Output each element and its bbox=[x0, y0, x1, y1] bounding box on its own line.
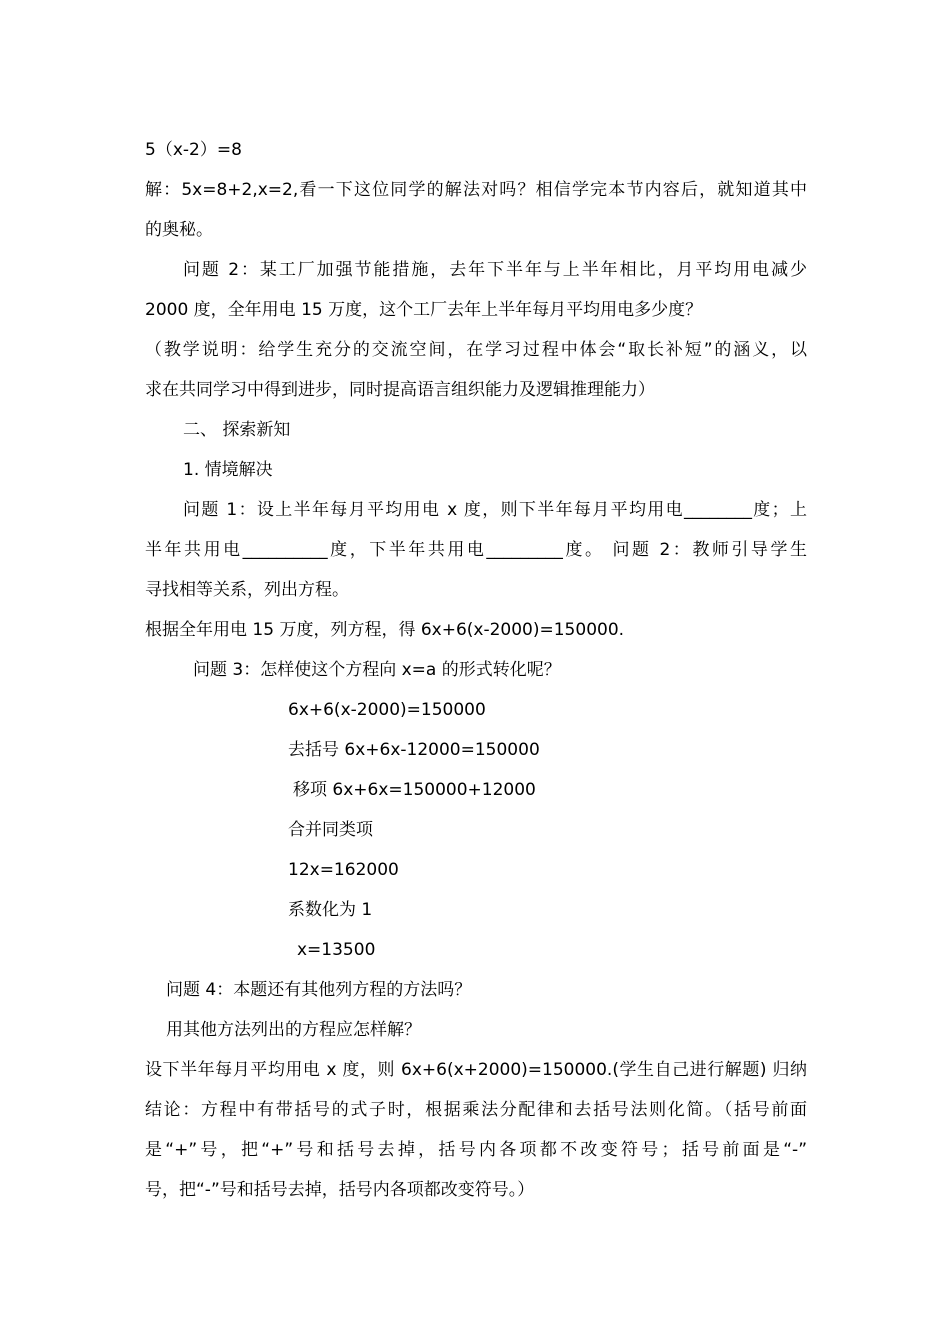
question-1-line: 问题 1：设上半年每月平均用电 x 度，则下半年每月平均用电________度；上 bbox=[183, 500, 807, 520]
teaching-note-line: （教学说明：给学生充分的交流空间，在学习过程中体会“取长补短”的涵义，以 bbox=[145, 340, 807, 360]
paragraph-line: 寻找相等关系，列出方程。 bbox=[145, 580, 349, 600]
paragraph-line: 的奥秘。 bbox=[145, 220, 213, 240]
equation-line: 5（x-2）=8 bbox=[145, 140, 242, 160]
paragraph-line: 设下半年每月平均用电 x 度，则 6x+6(x+2000)=150000.(学生自己进行解题) 归纳 bbox=[145, 1060, 807, 1080]
subsection-heading: 1. 情境解决 bbox=[183, 460, 273, 480]
question-4-line: 问题 4：本题还有其他列方程的方法吗？ bbox=[166, 980, 472, 1000]
question-2-line: 问题 2：某工厂加强节能措施，去年下半年与上半年相比，月平均用电减少 bbox=[183, 260, 807, 280]
teaching-note-line: 求在共同学习中得到进步，同时提高语言组织能力及逻辑推理能力） bbox=[145, 380, 655, 400]
solution-step: 合并同类项 bbox=[288, 820, 373, 840]
section-heading: 二、 探索新知 bbox=[183, 420, 291, 440]
paragraph-line: 根据全年用电 15 万度，列方程，得 6x+6(x-2000)=150000. bbox=[145, 620, 625, 640]
conclusion-line: 结论：方程中有带括号的式子时，根据乘法分配律和去括号法则化简。（括号前面 bbox=[145, 1100, 807, 1120]
solution-step: 移项 6x+6x=150000+12000 bbox=[293, 780, 536, 800]
solution-step: 6x+6(x-2000)=150000 bbox=[288, 700, 486, 720]
question-2-line: 2000 度，全年用电 15 万度，这个工厂去年上半年每月平均用电多少度？ bbox=[145, 300, 703, 320]
solution-step: 12x=162000 bbox=[288, 860, 399, 880]
conclusion-line: 是“+”号，把“+”号和括号去掉，括号内各项都不改变符号；括号前面是“-” bbox=[145, 1140, 807, 1160]
solution-step: 去括号 6x+6x-12000=150000 bbox=[288, 740, 540, 760]
conclusion-line: 号，把“-”号和括号去掉，括号内各项都改变符号。） bbox=[145, 1180, 535, 1200]
solution-step: x=13500 bbox=[297, 940, 376, 960]
paragraph-line: 解：5x=8+2,x=2,看一下这位同学的解法对吗？相信学完本节内容后，就知道其中 bbox=[145, 180, 807, 200]
question-3-line: 问题 3：怎样使这个方程向 x=a 的形式转化呢？ bbox=[193, 660, 561, 680]
question-1-line: 半年共用电__________度，下半年共用电_________度。 问题 2：教师引导学生 bbox=[145, 540, 807, 560]
paragraph-line: 用其他方法列出的方程应怎样解？ bbox=[166, 1020, 421, 1040]
solution-step: 系数化为 1 bbox=[288, 900, 373, 920]
